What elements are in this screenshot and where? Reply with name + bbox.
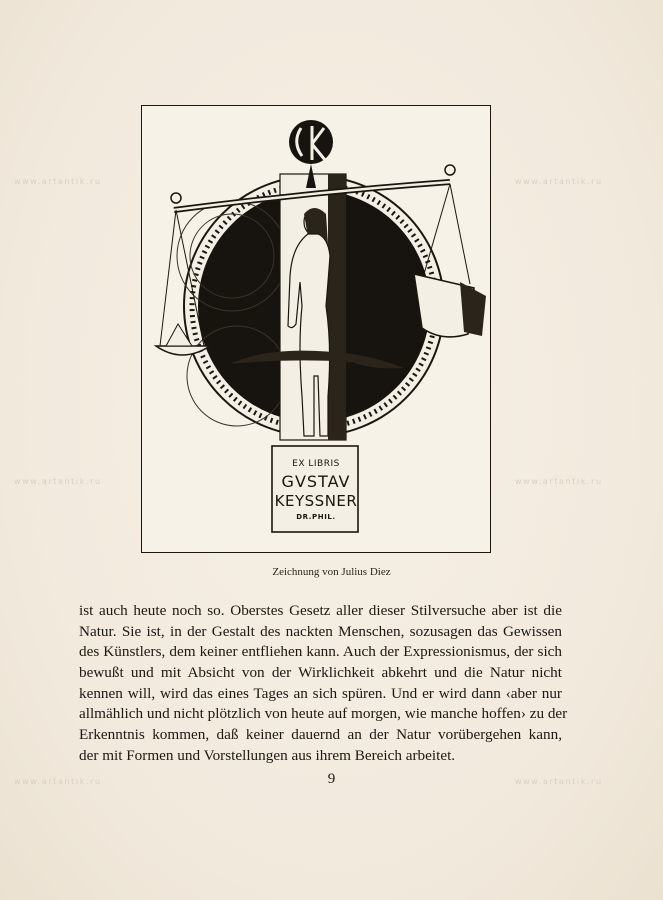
bookplate-title: DR.PHIL. [296, 513, 336, 521]
text-line: kennen will, wird das eines Tages an sich spüren. Und er wird dann ‹aber nur [79, 684, 562, 702]
scale-string [160, 210, 176, 346]
watermark-text: www.artantik.ru [515, 477, 603, 486]
bookplate-illustration [141, 105, 491, 553]
text-line: Natur. Sie ist, in der Gestalt des nackten Menschen, sozusagen das Gewissen [79, 622, 562, 640]
text-line: des Künstlers, dem keiner entfliehen kann. Auch der Expressionismus, der sich [79, 643, 562, 661]
page-number: 9 [327, 771, 336, 787]
scale-string [424, 184, 450, 274]
bookplate-first-name: GVSTAV [281, 472, 351, 491]
text-line: der mit Formen und Vorstellungen aus ihrem Bereich arbeitet. [79, 746, 456, 764]
bookplate-surname: KEYSSNER [274, 492, 358, 510]
right-pan-drapery [460, 282, 486, 336]
text-line: bewußt und mit Absicht von der Wirklichkeit abkehrt und die Natur nicht [79, 664, 562, 682]
beam-end-ring [171, 193, 181, 203]
watermark-text: www.artantik.ru [515, 177, 603, 186]
text-line: ist auch heute noch so. Oberstes Gesetz aller dieser Stilversuche aber ist die [79, 602, 562, 619]
scale-string [450, 184, 470, 284]
text-line: Erkenntnis kommen, daß keiner dauernd an der Natur vorübergehen kann, [79, 726, 562, 744]
watermark-text: www.artantik.ru [14, 777, 102, 786]
body-paragraph [79, 601, 568, 767]
watermark-text: www.artantik.ru [515, 777, 603, 786]
text-line: allmählich und nicht plötzlich von heute auf morgen, wie manche hoffen› zu der [79, 705, 568, 723]
bookplate-ex-libris: EX LIBRIS [292, 459, 340, 469]
figure-caption: Zeichnung von Julius Diez [272, 566, 391, 578]
beam-end-ring [445, 165, 455, 175]
watermark-text: www.artantik.ru [14, 177, 102, 186]
watermark-text: www.artantik.ru [14, 477, 102, 486]
